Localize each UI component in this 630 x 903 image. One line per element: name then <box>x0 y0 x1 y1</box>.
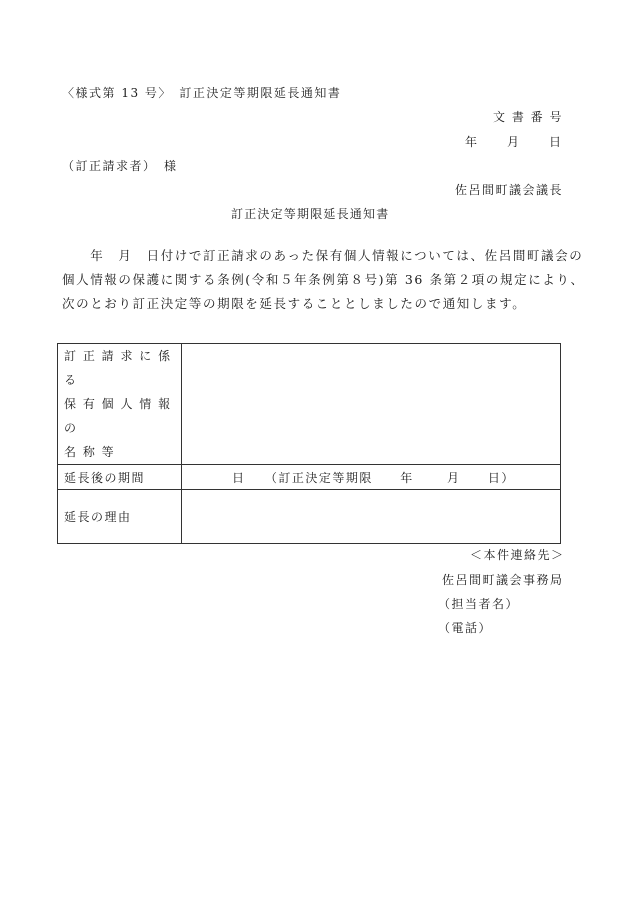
contact-heading: ＜本件連絡先＞ <box>470 548 565 562</box>
period-deadline-open: （訂正決定等期限 <box>264 470 373 485</box>
subject-label-line-1: 訂 正 請 求 に 係 る <box>64 349 172 387</box>
document-title: 訂正決定等期限延長通知書 <box>231 207 390 221</box>
sender: 佐呂間町議会議長 <box>454 183 563 197</box>
table-row <box>58 490 561 544</box>
subject-label-line-2: 保 有 個 人 情 報 の <box>64 397 172 435</box>
body-line-2: 個人情報の保護に関する条例(令和５年条例第８号)第 36 条第２項の規定により、 <box>62 272 585 287</box>
subject-label <box>58 344 182 465</box>
table-row <box>58 344 561 465</box>
period-year: 年 <box>400 470 414 485</box>
period-month: 月 <box>447 470 461 485</box>
body-line-1: 年 月 日付けで訂正請求のあった保有個人情報については、佐呂間町議会の <box>62 248 584 263</box>
reason-value <box>182 490 561 544</box>
addressee: （訂正請求者） 様 <box>62 159 178 173</box>
period-label: 延長後の期間 <box>58 465 182 490</box>
extension-table <box>57 343 561 544</box>
period-value <box>182 465 561 490</box>
subject-value <box>182 344 561 465</box>
date-label: 年 月 日 <box>464 135 563 149</box>
contact-office: 佐呂間町議会事務局 <box>442 573 564 587</box>
period-day: 日 <box>232 470 246 485</box>
body-line-3: 次のとおり訂正決定等の期限を延長することとしましたので通知します。 <box>62 296 527 311</box>
contact-phone: （電話） <box>438 621 493 635</box>
contact-person: （担当者名） <box>438 597 520 611</box>
reason-label: 延長の理由 <box>58 490 182 544</box>
table-row <box>58 465 561 490</box>
document-number-label: 文 書 番 号 <box>493 110 563 124</box>
subject-label-line-3: 名 称 等 <box>64 445 116 459</box>
form-number: 〈様式第 13 号〉 訂正決定等期限延長通知書 <box>62 86 342 100</box>
period-deadline-close: 日） <box>487 470 515 485</box>
